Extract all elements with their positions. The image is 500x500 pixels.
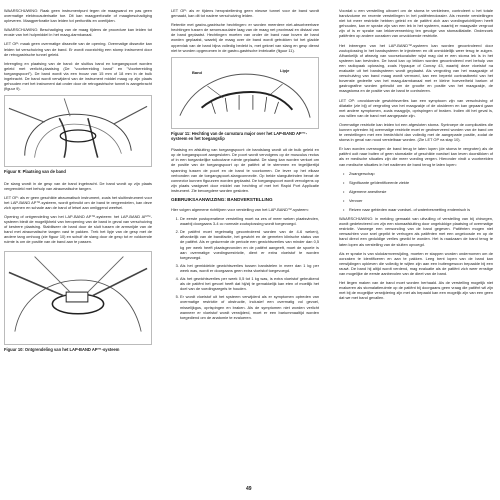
body-paragraph: Als er sprake is van slokdarmverwijding, moeten er stappen worden ondernomen om de oorzaken te identificeren en aan te pakken. Leeg bent lopen van de band kan verwijdingen opkleven die volledig te wijten zijn aan een buitengewoon bepaalde bij een rauwt. De band hij altijd wordt verdend, mag evaluatie als de patiënt zich weer ernstige van mogelijke de eerste aanbevolen van de dieet van de band. [339, 250, 493, 277]
list-item: • Algemene anesthesie [349, 189, 493, 194]
page-number: 49 [246, 486, 252, 492]
adjustment-steps [171, 216, 319, 320]
body-paragraph: Er kan worden overwogen de band terug te laten lopen (de stoma te vergroten) als de patiënt ooit naar buiten of geen stomalatie of geschikte voedsel kan leven doorslikken of als er medische situaties zijn die meer voeding vergen. Hieronder vindt u voorbeelden van medische situaties in het nadienen de band terug te laten lopen: [339, 146, 493, 167]
warning-paragraph: WAARSCHUWING: Raak geen instrumentpunt tegen de maagwand en pas geen overmatige elektrocauterisatie toe. Dit kan maagperforatie of maagbeschadiging opleveren. Maagperforatie kan leiden tot peritonitis en overlijden. [4, 8, 152, 24]
body-paragraph: Opening of ontgrendeling van het LAP-BAND AP™-systeem: het LAP-BAND AP™-systeem biedt de mogelijkheid van heropening van de band in geval van verschuiving of kestrere plaatsing. Stabiliseer de band door de sluit tussen de armsnijde van de band met atraumatische tangen vast te pakken. Trek het lipje van de gesp met de andere tang omhoog (zie figuur 10) en schuif de slang door de gesp tot er voldoende ruimte is om de positie van de band aan te passen. [4, 213, 152, 245]
caution-paragraph: LET OP: als er tijdens heropstellening geen nieuwe tunnel voor de band wordt gemaakt, kan dit tot nadere verschuiving leiden. [171, 8, 319, 19]
warning-paragraph: WAARSCHUWING: Beschadiging van de maag tijdens de procedure kan leiden tot erosie van het hulpmiddel in het maag-darmkanaal. [4, 27, 152, 38]
caution-paragraph: LET OP: maak geen overmatige dissectie van de opening. Overmatige dissectie kan leiden tot verschuiving van de band. Er wordt voorzichtig een stomp instrument door de retrogastrische tunnel geleid. [4, 41, 152, 57]
figure-10-caption: Figuur 10: Ontgrendeling van het LAP-BAND AP™-systeem [4, 346, 120, 352]
suturing-illustration [172, 58, 318, 128]
list-item: • Zwangerschap [349, 171, 493, 176]
medical-situations-list [339, 171, 493, 212]
list-item: • Significante geïdentificeerde ziekte [349, 180, 493, 185]
band-placement-illustration [5, 96, 151, 166]
caution-paragraph: LET OP: onvoldoende gewichtsverlies kan een symptoom zijn van verschuiving of dilatatie (zie bij) of vergroting van het maagzakje of de oksideren en kan gepaard gaan met andere symptomen, zoals maagpijn, oprispingen of braken. Indien dit het geval is, zou willen van de band met aangepaste zijn. [339, 97, 493, 118]
body-paragraph: Voordat u een verstelling uitvoert om de stoma te verkleinen, controleert u het totale bandvolume en recente verstellingen in het patiëntendossier. Als recente verstellingen niet tot meer restrictie hebben geleid en de patiënt zich aan voedingsrichtlijnen heeft gehouden, kan er sprake zijn van een lek in het systeem, waarbij er maagvalle vergroot zijn of is er sprake van lekkerverwerking ten gevolge van stomadilatatie. Onderzoek patiënten op andere oorzaken van onvoldoende restrictie. [339, 8, 493, 39]
body-paragraph: De slang wordt in de gesp van de band ingebracht. De band wordt op zijn plaats vergrendeld met behulp van atraumatische tangen. [4, 180, 152, 191]
body-paragraph: Het inbrengen van het LAP-BAND™-systeem kan worden gecontroleerd door zoutoplossing in het bandsysteem te injecteren en dit onmiddellijk weer terug te zuigen. Afhankelijk of afwezig van voorsekuvaluiter wijst mag dat er een stoma lek is in het systeem kan bevinden. De band kan op lekken worden gecontroleerd met behulp van een radiopaak oplossing, zoals Hypaque of Conray 43, waarbij deze vloeistof na evaluatie uit het bandsysteem wordt geplaatst. Als vergroting van het maagzakje of verschuiving van band maag wordt vermoed, kan een beperkt contrastbeeld van het bovenste gedeelte van het maag-darmkanaal met er kleine hoeveelheid barium of gastrografine worden gebruikt om de grootte en positie van het maagzakje, de maagstoma en de positie van de band te controleren. [339, 42, 493, 94]
warning-paragraph: WAARSCHUWING: in melding gemaakt van uitvulling of verstelling van bij chirurgen, wordt gedetecteerd om zijn een stomaafsluiting door ongelukkige plaatsing of overmatige restrictie. Vanwege een verwonding van de band gegeven. Patiënten mogen niet verwachten voor snel geprikt te verhogen als patiënten met een ongeloosde en op de band direct een geduldige verlies gewild te worden. Het is raadzaam de band terug te laten lopen als verstelling van de sluiten opvoegd. [339, 216, 493, 247]
list-item: • Vervoer [349, 198, 493, 203]
figure-11-label-band: Band [192, 69, 202, 75]
list-item: 1. De eerste postoperatieve verstelling moet na zes of meer weken plaatsvinden, waarbij doorgaans 3-4 cc normale zoutoplossing wordt toegevoegd. [180, 216, 319, 226]
list-item: 5. Er wordt vloeistof uit het systeem verwijderd als er symptomen optreden van overmatige restrictie of obstructie, inclusief een overmatig vol gevoel, misselijkgus, oprispingen en braken. Als de symptomen niet worden verlicht wanneer er vloeistof wordt verwijderd, moet er een bariummaaltijd worden toegediend om de anatomie te evalueren. [180, 294, 319, 319]
figure-11-label-lipje: Lipje [280, 67, 290, 73]
section-heading: GEBRUIKSAANWIJZING: BANDVERSTELLING [171, 197, 273, 202]
figure-11-caption: Figuur 11: Hechting van de curvatura major over het LAP-BAND AP™-systeem en het toegangslip [171, 130, 308, 141]
caution-paragraph: LET OP: als er geen geschikte atraumatisch instrument, zoals het sluitinstrument voor het LAP-BAND AP™-systeem, wordt gebruikt om de band te vergrendelen, kan deze zich openen en schade aan de band of letsel aan omliggend weefsel. [4, 194, 152, 210]
list-item: 4. Als het gewichtsverlies per week 0,5 tot 1 kg was, is extra vloeistof gebruikend als de patiënt het gevoel heeft dat hij/zij te gemakkelijk kan eten of moeilijk het doel van de voedingsregels te houden. [180, 276, 319, 291]
body-paragraph: Overmatige restrictie kan leiden tot een afgesloten stoma. Syntroepe de complicaties die kunnen optreden bij overmatige restrictie moet er geobserveerd worden van de band om te verstellingen met een brede/dicht dan volledig met de aangepaste positie, zodat de stoma in geval van nood verstelbaar worden. (Zie LET OP na stap 10). [339, 121, 493, 143]
body-paragraph: Het liegen maken van de band moet worden herhaald. Als de verstelling mogelijk niet evalueren als stomalatieruimte op de patiënt bij doorgaans geen vraag die patiënt wil zijn met bij de mogelijke verwijdering zijn met als bepaald kan een mogelijk zijn van een geen dat we met band gevallen. [339, 280, 493, 301]
list-item: • Reizen naar gebieden waar voedsel- of waterbesmetting endemisch is [349, 207, 493, 212]
column-middle [171, 8, 319, 324]
figure-9-caption: Figuur 9: Plaatsing van de band [4, 169, 66, 175]
body-paragraph: Plaatsing en afsluiting van toegangspoort: de bandslang wordt uit de buik geleid en op de toegangspoort aangesloten. De poort wordt vervolgens op de musculus rectus of in een toegankelijke subcutane ruimte geplaatst. De slang kan worden verkort om de positie van de toegangspoort op de patiënt af te stemmen en tegelijkertijd spanning tussen de poort en de band te voorkomen. De lever op het elkaar verbonden van de toegangspoort-slangconnectie. Op beide slanguiteinden bevat de connector kunnen figuurzen worden geplaatst. De toegangspoort wordt vervolgens op zijn plaats vastgezet door middel van hechting of met het Rapid Port Applicatie instrument. Zie bevoegdere worden gesloten. [171, 147, 319, 193]
list-item: 3. Als het gemiddelde gewichtsverlies tussen bandstelen in meer dan 1 kg per week was, wordt er doorgaans geen extra vloeistof toegevoegd. [180, 263, 319, 273]
body-paragraph: Retentie met gastro-gastrische hechtingen: er worden meerdere niet-absorbeerbare hechtingen tussen de seromusculaire laag van de maag net proximaal en distaal van de band geplaatst. Hechtingen moeten van onder de band naar boven de band worden geplaatst, waarbij de maag over de band wordt getrokken tot het gladde oppervlak van de band bijna volledig bedekt is, met geknel van slang en gesp dienst niet te worden opgenomen in de gastro-gastrische imbricatie (figuur 11). [171, 22, 319, 53]
column-right [339, 8, 493, 305]
figure-9-band-placement [4, 95, 152, 167]
column-left [4, 8, 152, 358]
figure-11-suturing [171, 57, 319, 129]
unlocking-illustration [5, 252, 151, 344]
figure-10-unlocking [4, 251, 152, 345]
intro-paragraph: Hier volgen algemene richtlijnen voor verstelling van het LAP-BAND™-systeem: [171, 207, 309, 212]
list-item: 2. De patiënt moet regelmatig gecontroleerd worden van de 4-6 weken), afhankelijk van de bandfactie, het gewicht en de gemeten klinische status van de patiënt. Als er gedurende de periode een gewichtsverlies van minder dan 0,5 kg per week heeft plaatsgevonden en de patiënt aangeeft, moet de spoele is aan overmatige voedingsrestrictie, dient er extra vloeistof te worden toegevoegd. [180, 229, 319, 260]
body-paragraph: Intrengting en plaatsing van de band: de sluitlus band en toegangspoort worden geleid met verlicht-plaatsing (De "voorbereiding band" en "Voorbereiding toegangspoort"). De band wordt via een trocar van 15 mm of 18 mm in de buik ingebracht. De band wordt verwijderd van de instrument middel maag op zijn plaats gehouden met het instrument dat onder door de retrogastrische tunnel is aangebracht (figuur 9). [4, 60, 152, 92]
